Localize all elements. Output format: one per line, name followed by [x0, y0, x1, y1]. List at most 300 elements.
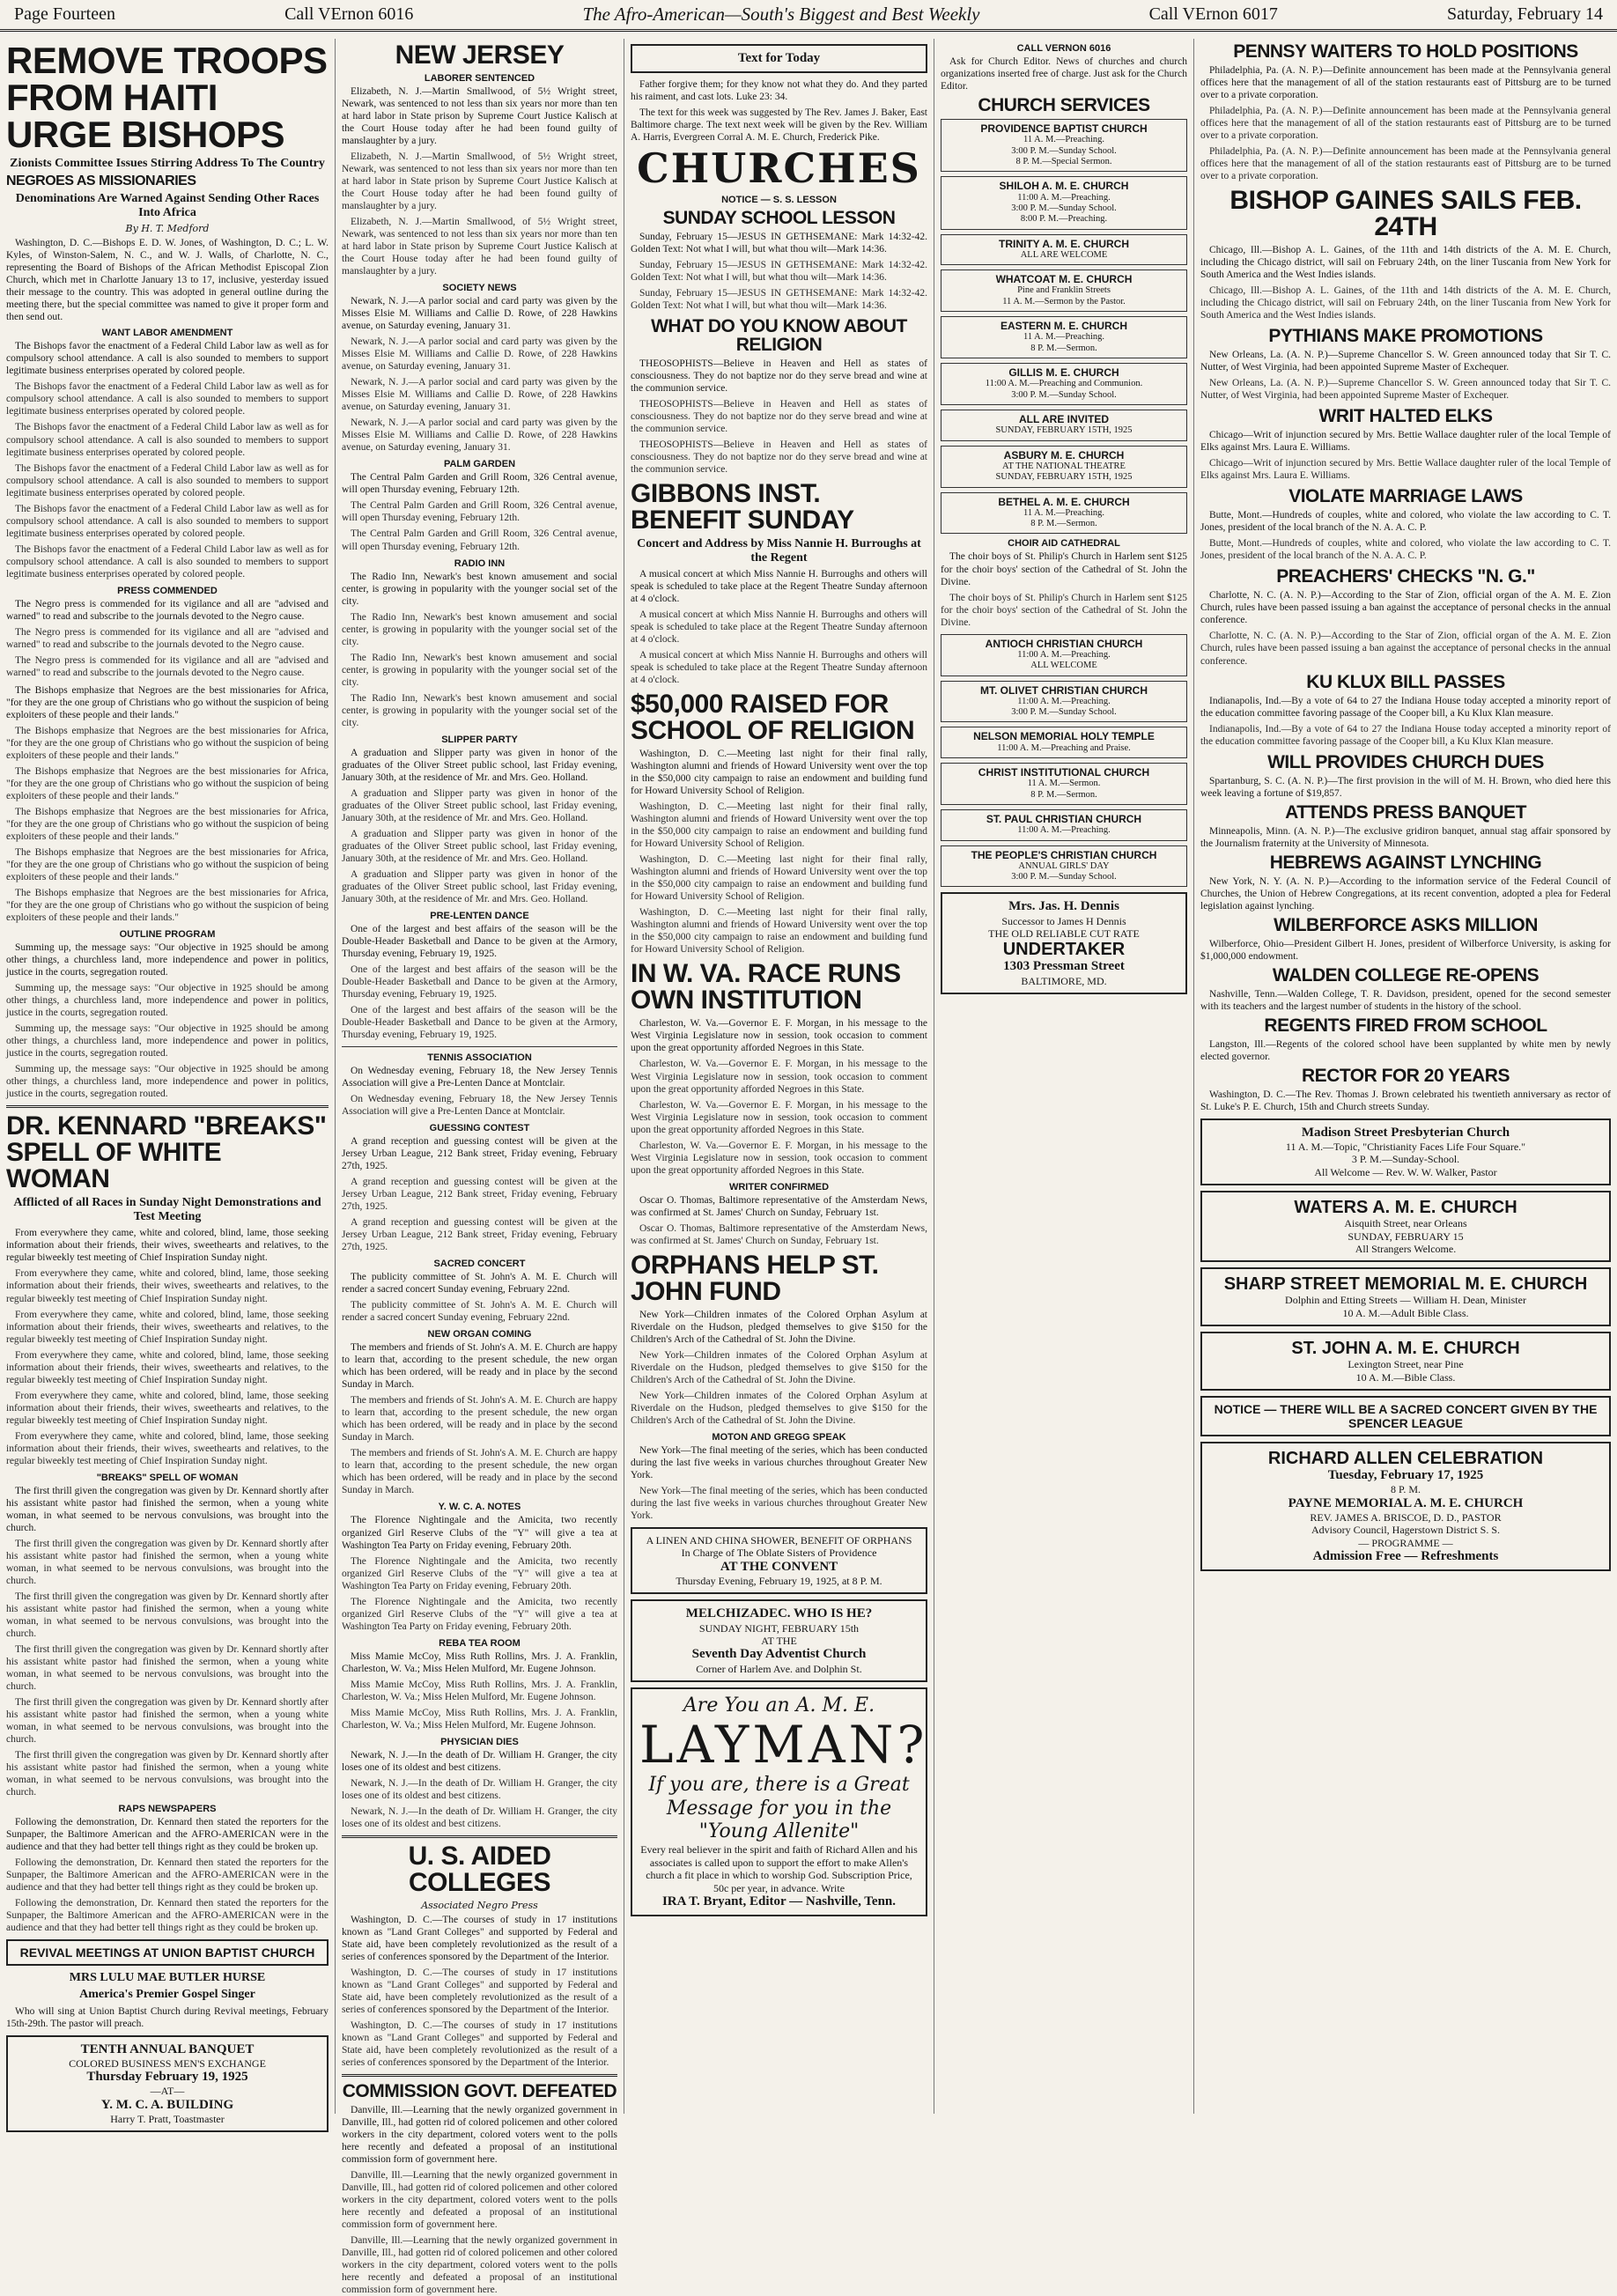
section-heading: CALL VERNON 6016 [1016, 43, 1111, 54]
article-text: The first thrill given the congregation was given by Dr. Kennard shortly after his assistant white pastor had finished the sermon, when a young white woman, in what seemed to be nervous convulsions, was brought into the church. [6, 1538, 329, 1586]
article-body [1200, 244, 1611, 321]
ad-line: TENTH ANNUAL BANQUET [80, 2041, 255, 2056]
issue-date: Saturday, February 14 [1446, 4, 1603, 24]
article-text: Sunday, February 15—JESUS IN GETHSEMANE: Mark 14:32-42. Golden Text: Not what I will, but what thou wilt—Mark 14:36. [631, 231, 927, 255]
article-text: The Bishops emphasize that Negroes are the best missionaries for Africa, "for they are the one group of Christians who go without the suspicion of being exploiters of these people and their lands." [6, 846, 329, 882]
section-heading: TENNIS ASSOCIATION [427, 1052, 532, 1064]
ad-line: PAYNE MEMORIAL A. M. E. CHURCH [1288, 1495, 1524, 1510]
article-text: Miss Mamie McCoy, Miss Ruth Rollins, Mrs. J. A. Franklin, Charleston, W. Va.; Miss Helen Mulford, Mr. Eugene Johnson. [342, 1679, 617, 1702]
church-name: PROVIDENCE BAPTIST CHURCH [980, 122, 1148, 136]
section-heading: RADIO INN [454, 557, 506, 569]
article-body [631, 1444, 927, 1522]
article-text: Washington, D. C.—Meeting last night for their final rally, Washington alumni and friends of Howard University went over the top in the $50,000 city campaign to raise an endowment and building fund for Howard University School of Religion. [631, 801, 927, 850]
advertisement-box [631, 1527, 927, 1594]
ad-line: A LINEN AND CHINA SHOWER, BENEFIT OF ORPHANS [646, 1533, 912, 1547]
article-body [342, 1650, 617, 1731]
church-listing [941, 634, 1187, 676]
article-text: Charlotte, N. C. (A. N. P.)—According to the Star of Zion, official organ of the A. M. E. Zion Church, rules have been passed issuing a ban against the acceptance of personal checks in the annual conference. [1200, 631, 1611, 667]
service-line: Pine and Franklin Streets [1017, 285, 1111, 296]
headline: RECTOR FOR 20 YEARS [1302, 1065, 1510, 1086]
subheadline: Afflicted of all Races in Sunday Night Demonstrations and Test Meeting [13, 1196, 321, 1224]
headline: ORPHANS HELP ST. JOHN FUND [631, 1250, 879, 1306]
service-line: ANNUAL GIRLS' DAY [1018, 860, 1110, 871]
service-line: 8 P. M.—Sermon. [1030, 343, 1097, 353]
article-text: The first thrill given the congregation was given by Dr. Kennard shortly after his assistant white pastor had finished the sermon, when a young white woman, in what seemed to be nervous convulsions, was brought into the church. [6, 1696, 329, 1745]
column-4 [934, 39, 1193, 2114]
page-number: Page Fourteen [14, 4, 115, 24]
church-name: ASBURY M. E. CHURCH [1003, 448, 1125, 461]
ad-line: AT THE [761, 1634, 797, 1647]
column-2 [335, 39, 624, 2296]
article-text: Butte, Mont.—Hundreds of couples, white and colored, who violate the law according to C. T. Jones, president of the local branch of the N. A. A. C. P. [1200, 510, 1611, 534]
article-body [342, 1914, 617, 2069]
ad-line: Mrs. Jas. H. Dennis [1008, 899, 1119, 914]
article-text: The Central Palm Garden and Grill Room, 326 Central avenue, will open Thursday evening, February 12th. [342, 500, 617, 524]
article-text: Minneapolis, Minn. (A. N. P.)—The exclusive gridiron banquet, annual stag affair sponsored by the Journalism fraternity at the University of Minnesota. [1200, 825, 1611, 849]
ad-line: Madison Street Presbyterian Church [1301, 1125, 1510, 1140]
headline: PREACHERS' CHECKS "N. G." [1276, 566, 1535, 587]
subheadline: Zionists Committee Issues Stirring Address To The Country [10, 157, 325, 170]
article-text: The Negro press is commended for its vigilance and all are "advised and warned" to read and subscribe to the journals devoted to the Negro cause. [6, 654, 329, 678]
article-text: Washington, D. C.—The courses of study in 17 institutions known as "Land Grant Colleges" and supported by Federal and State aid, have been completely revolutionized as the result of a series of conferences sponsored by the Department of the Interior. [342, 1914, 617, 1962]
article-text: Danville, Ill.—Learning that the newly organized government in Danville, Ill., had gotten rid of colored policemen and other colored workers in the city department, colored voters went to the polls here recently and defeated a proposal of an institutional commission form of government here. [342, 2170, 617, 2231]
church-listing [941, 446, 1187, 488]
article-text: From everywhere they came, white and colored, blind, lame, those seeking information about their friends, their wives, sweethearts and relatives, to the regular biweekly test meeting of Chief Inspiration Sunday night. [6, 1228, 329, 1264]
article-text: Langston, Ill.—Regents of the colored school have been supplanted by white men by newly elected governor. [1200, 1038, 1611, 1062]
advertisement-box [1200, 1332, 1611, 1391]
article-text: Charleston, W. Va.—Governor E. F. Morgan, in his message to the West Virginia Legislature now in session, took occasion to comment upon the great opportunity afforded Negroes in this State. [631, 1059, 927, 1095]
headline: VIOLATE MARRIAGE LAWS [1288, 486, 1523, 507]
article-body [342, 85, 617, 277]
ad-line: WATERS A. M. E. CHURCH [1294, 1198, 1517, 1218]
article-text: The first thrill given the congregation was given by Dr. Kennard shortly after his assistant white pastor had finished the sermon, when a young white woman, in what seemed to be nervous convulsions, was brought into the church. [6, 1750, 329, 1798]
church-name: CHRIST INSTITUTIONAL CHURCH [978, 766, 1150, 779]
article-text: Ask for Church Editor. News of churches and church organizations inserted free of charge. Just ask for the Church Editor. [941, 56, 1187, 92]
phone-right: Call VErnon 6017 [1148, 4, 1278, 24]
ad-line: 3 P. M.—Sunday-School. [1351, 1153, 1460, 1166]
church-name: THE PEOPLE'S CHRISTIAN CHURCH [971, 848, 1157, 861]
article-text: The Florence Nightingale and the Amicita, two recently organized Girl Reserve Clubs of the "Y" will give a tea at Washington Tea Party on Friday evening, February 20th. [342, 1555, 617, 1591]
article-text: Sunday, February 15—JESUS IN GETHSEMANE: Mark 14:32-42. Golden Text: Not what I will, but what thou wilt—Mark 14:36. [631, 287, 927, 311]
service-line: 11 A. M.—Sermon by the Pastor. [1002, 296, 1126, 306]
article-body [6, 340, 329, 580]
article-text: Summing up, the message says: "Our objective in 1925 should be among other things, a churchless land, more independence and power in politics, justice in the courts, segregation routed. [6, 1023, 329, 1059]
article-text: The choir boys of St. Philip's Church in Harlem sent $125 for the choir boys' section of the Cathedral of St. John the Divine. [941, 592, 1187, 628]
article-text: Washington, D. C.—The courses of study in 17 institutions known as "Land Grant Colleges" and supported by Federal and State aid, have been completely revolutionized as the result of a series of conferences sponsored by the Department of the Interior. [342, 1967, 617, 2015]
article-text: From everywhere they came, white and colored, blind, lame, those seeking information about their friends, their wives, sweethearts and relatives, to the regular biweekly test meeting of Chief Inspiration Sunday night. [6, 1430, 329, 1466]
article-body [1200, 695, 1611, 748]
article-body [6, 598, 329, 679]
advertisement-box [631, 44, 927, 73]
section-heading: NEW ORGAN COMING [427, 1329, 532, 1340]
church-name: ST. PAUL CHRISTIAN CHURCH [986, 812, 1142, 825]
service-line: 8 P. M.—Special Sermon. [1015, 156, 1112, 166]
article-text: Philadelphia, Pa. (A. N. P.)—Definite announcement has been made at the Pennsylvania general offices here that the management of all of the station restaurants east of Pittsburg are to be turned over to a private corporation. [1200, 65, 1611, 101]
article-text: A musical concert at which Miss Nannie H. Burroughs and others will speak is scheduled to take place at the Regent Theatre Sunday afternoon at 4 o'clock. [631, 609, 927, 646]
section-heading: WRITER CONFIRMED [728, 1181, 830, 1192]
church-listing [941, 410, 1187, 441]
section-heading: SLIPPER PARTY [441, 734, 518, 745]
article-body [631, 231, 927, 312]
article-text: The Bishops emphasize that Negroes are the best missionaries for Africa, "for they are the one group of Christians who go without the suspicion of being exploiters of these people and their lands." [6, 806, 329, 842]
service-line: 11 A. M.—Sermon. [1027, 779, 1101, 789]
article-text: The Negro press is commended for its vigilance and all are "advised and warned" to read and subscribe to the journals devoted to the Negro cause. [6, 598, 329, 622]
column-5 [1193, 39, 1617, 2114]
article-body [342, 1341, 617, 1496]
section-heading: MOTON AND GREGG SPEAK [712, 1431, 846, 1443]
advertisement-box [1200, 1442, 1611, 1571]
article-text: Charleston, W. Va.—Governor E. F. Morgan, in his message to the West Virginia Legislature now in session, took occasion to comment upon the great opportunity afforded Negroes in this State. [631, 1018, 927, 1054]
headline: CHURCH SERVICES [978, 95, 1150, 116]
ad-line: SUNDAY NIGHT, FEBRUARY 15th [698, 1621, 860, 1635]
article-body [1200, 589, 1611, 667]
article-text: The Bishops emphasize that Negroes are the best missionaries for Africa, "for they are the one group of Christians who go without the suspicion of being exploiters of these people and their lands." [6, 888, 329, 924]
subheadline: America's Premier Gospel Singer [79, 1988, 255, 2002]
service-line: 11:00 A. M.—Preaching and Praise. [997, 742, 1131, 753]
article-text: New York—The final meeting of the series, which has been conducted during the last five weeks in various churches throughout Greater New York. [631, 1444, 927, 1480]
article-text: The first thrill given the congregation was given by Dr. Kennard shortly after his assistant white pastor had finished the sermon, when a young white woman, in what seemed to be nervous convulsions, was brought into the church. [6, 1485, 329, 1533]
advertisement-box [6, 2035, 329, 2133]
article-text: On Wednesday evening, February 18, the New Jersey Tennis Association will give a Pre-Lenten Dance at Montclair. [342, 1066, 617, 1089]
article-text: The members and friends of St. John's A. M. E. Church are happy to learn that, according to the present schedule, the new organ which has been ordered, will be ready and in place by the second Sunday in March. [342, 1395, 617, 1443]
headline: U. S. AIDED COLLEGES [408, 1841, 551, 1897]
article-text: Miss Mamie McCoy, Miss Ruth Rollins, Mrs. J. A. Franklin, Charleston, W. Va.; Miss Helen Mulford, Mr. Eugene Johnson. [342, 1707, 617, 1731]
article-body [941, 550, 1187, 628]
service-line: 11 A. M.—Preaching. [1023, 507, 1105, 518]
article-text: One of the largest and best affairs of the season will be the Double-Header Basketball and Dance to be given at the Armory, Thursday evening, February 19, 1925. [342, 963, 617, 1000]
advertisement-box [941, 892, 1187, 994]
service-line: 8 P. M.—Sermon. [1030, 789, 1097, 800]
article-text: The first thrill given the congregation was given by Dr. Kennard shortly after his assistant white pastor had finished the sermon, when a young white woman, in what seemed to be nervous convulsions, was brought into the church. [6, 1643, 329, 1692]
service-line: 11:00 A. M.—Preaching. [1017, 825, 1111, 836]
advertisement-box [1200, 1267, 1611, 1326]
article-text: The members and friends of St. John's A. M. E. Church are happy to learn that, according to the present schedule, the new organ which has been ordered, will be ready and in place by the second Sunday in March. [342, 1342, 617, 1391]
section-banner: CHURCHES [637, 144, 921, 193]
article-text: A grand reception and guessing contest will be given at the Jersey Urban League, 212 Bank street, Friday evening, February 27th, 1925. [342, 1177, 617, 1213]
article-body [631, 1194, 927, 1247]
ad-line: If you are, there is a Great Message for you in the [648, 1774, 910, 1820]
ad-line: AT THE CONVENT [720, 1559, 838, 1574]
article-text: Chicago—Writ of injunction secured by Mrs. Bettie Wallace daughter ruler of the local Temple of Elks against Mrs. Laura E. Williams. [1200, 430, 1611, 454]
ad-line: 10 A. M.—Adult Bible Class. [1342, 1306, 1469, 1319]
ad-line: In Charge of The Oblate Sisters of Providence [681, 1547, 877, 1560]
article-body [1200, 429, 1611, 482]
headline: HEBREWS AGAINST LYNCHING [1269, 852, 1542, 873]
article-text: Washington, D. C.—Meeting last night for their final rally, Washington alumni and friends of Howard University went over the top in the $50,000 city campaign to raise an endowment and building fund for Howard University School of Religion. [631, 749, 927, 797]
article-body [342, 295, 617, 454]
article-text: New York—Children inmates of the Colored Orphan Asylum at Riverdale on the Hudson, pledged themselves to give $150 for the Children's Arch of the Cathedral of St. John the Divine. [631, 1349, 927, 1385]
article-text: Newark, N. J.—In the death of Dr. William H. Granger, the city loses one of its oldest and best citizens. [342, 1805, 617, 1829]
byline: Associated Negro Press [421, 1899, 538, 1911]
article-text: Elizabeth, N. J.—Martin Smallwood, of 5½ Wright street, Newark, was sentenced to not less than six years nor more than ten at hard labor in State prison by Supreme Court Justice Kalisch at the Court House today after he had been found guilty of manslaughter by a jury. [342, 86, 617, 147]
article-body [342, 747, 617, 905]
service-line: 8 P. M.—Sermon. [1030, 519, 1097, 529]
service-line: 11:00 A. M.—Preaching. [1017, 192, 1111, 203]
section-heading: OUTLINE PROGRAM [119, 929, 216, 941]
article-text: Following the demonstration, Dr. Kennard then stated the reporters for the Sunpaper, the Baltimore American and the AFRO-AMERICAN were in the audience and that they had better tell things right as they could be broken up. [6, 1817, 329, 1853]
headline: REMOVE TROOPS FROM HAITI URGE BISHOPS [6, 40, 328, 155]
column-rule [342, 1835, 617, 1838]
article-text: The choir boys of St. Philip's Church in Harlem sent $125 for the choir boys' section of the Cathedral of St. John the Divine. [941, 551, 1187, 587]
article-text: The Florence Nightingale and the Amicita, two recently organized Girl Reserve Clubs of the "Y" will give a tea at Washington Tea Party on Friday evening, February 20th. [342, 1515, 617, 1551]
section-heading: PALM GARDEN [443, 459, 516, 470]
article-text: A musical concert at which Miss Nannie H. Burroughs and others will speak is scheduled to take place at the Regent Theatre Sunday afternoon at 4 o'clock. [631, 650, 927, 686]
article-text: THEOSOPHISTS—Believe in Heaven and Hell as states of consciousness. They do not baptize nor do they serve bread and wine at the communion service. [631, 439, 927, 475]
ad-line: Harry T. Pratt, Toastmaster [110, 2113, 225, 2126]
article-body [342, 1514, 617, 1632]
ad-line: Admission Free — Refreshments [1312, 1549, 1499, 1564]
advertisement-box [631, 1599, 927, 1682]
ad-line: ST. JOHN A. M. E. CHURCH [1291, 1339, 1520, 1359]
headline: WHAT DO YOU KNOW ABOUT RELIGION [651, 315, 907, 355]
ad-line: Thursday February 19, 1925 [86, 2070, 248, 2085]
article-text: One of the largest and best affairs of the season will be the Double-Header Basketball and Dance to be given at the Armory, Thursday evening, February 19, 1925. [342, 923, 617, 959]
service-line: ALL ARE WELCOME [1020, 249, 1108, 260]
church-listing [941, 316, 1187, 358]
article-text: A musical concert at which Miss Nannie H. Burroughs and others will speak is scheduled to take place at the Regent Theatre Sunday afternoon at 4 o'clock. [631, 569, 927, 605]
article-text: A graduation and Slipper party was given in honor of the graduates of the Oliver Street public school, last Friday evening, January 30th, at the residence of Mr. and Mrs. Geo. Holland. [342, 868, 617, 904]
boxed-notice: NOTICE — THERE WILL BE A SACRED CONCERT GIVEN BY THE SPENCER LEAGUE [1200, 1396, 1611, 1436]
ad-line: UNDERTAKER [1002, 940, 1126, 960]
ad-line: 1303 Pressman Street [1003, 959, 1125, 974]
article-text: Newark, N. J.—In the death of Dr. William H. Granger, the city loses one of its oldest and best citizens. [342, 1777, 617, 1801]
article-text: Father forgive them; for they know not what they do. And they parted his raiment, and cast lots. Luke 23: 34. [631, 79, 927, 103]
article-text: Following the demonstration, Dr. Kennard then stated the reporters for the Sunpaper, the Baltimore American and the AFRO-AMERICAN were in the audience and that they had better tell things right as they could be broken up. [6, 1857, 329, 1894]
article-text: Washington, D. C.—Meeting last night for their final rally, Washington alumni and friends of Howard University went over the top in the $50,000 city campaign to raise an endowment and building fund for Howard University School of Religion. [631, 907, 927, 956]
headline: NEW JERSEY [395, 41, 565, 70]
headline: WILL PROVIDES CHURCH DUES [1267, 751, 1544, 772]
article-text: The Bishops favor the enactment of a Federal Child Labor law as well as for compulsory school attendance. A call is also sounded to members to support legitimate business enterprises operated by colored people. [6, 341, 329, 377]
church-listing [941, 363, 1187, 405]
service-line: 11:00 A. M.—Preaching. [1017, 696, 1111, 706]
article-text: New York—The final meeting of the series, which has been conducted during the last five weeks in various churches throughout Greater New York. [631, 1485, 927, 1521]
article-text: Danville, Ill.—Learning that the newly organized government in Danville, Ill., had gotten rid of colored policemen and other colored workers in the city department, colored voters went to the polls here recently and defeated a proposal of an institutional commission form of government here. [342, 2235, 617, 2296]
church-listing [941, 269, 1187, 312]
article-text: On Wednesday evening, February 18, the New Jersey Tennis Association will give a Pre-Lenten Dance at Montclair. [342, 1094, 617, 1118]
service-line: ALL WELCOME [1030, 661, 1097, 671]
article-body [6, 1485, 329, 1798]
article-text: The first thrill given the congregation was given by Dr. Kennard shortly after his assistant white pastor had finished the sermon, when a young white woman, in what seemed to be nervous convulsions, was brought into the church. [6, 1591, 329, 1639]
article-text: The Bishops favor the enactment of a Federal Child Labor law as well as for compulsory school attendance. A call is also sounded to members to support legitimate business enterprises operated by colored people. [6, 422, 329, 458]
section-heading: PHYSICIAN DIES [440, 1736, 519, 1747]
headline: DR. KENNARD "BREAKS" SPELL OF WHITE WOMAN [6, 1111, 327, 1194]
church-listing [941, 845, 1187, 888]
section-heading: RAPS NEWSPAPERS [118, 1804, 217, 1815]
article-text: From everywhere they came, white and colored, blind, lame, those seeking information about their friends, their wives, sweethearts and relatives, to the regular biweekly test meeting of Chief Inspiration Sunday night. [6, 1349, 329, 1385]
headline: $50,000 RAISED FOR SCHOOL OF RELIGION [631, 690, 915, 746]
article-text: Elizabeth, N. J.—Martin Smallwood, of 5½ Wright street, Newark, was sentenced to not less than six years nor more than ten at hard labor in State prison by Supreme Court Justice Kalisch at the Court House today after he had been found guilty of manslaughter by a jury. [342, 217, 617, 277]
ad-line: IRA T. Bryant, Editor — Nashville, Tenn. [661, 1894, 897, 1908]
column-rule [342, 2074, 617, 2077]
article-text: Indianapolis, Ind.—By a vote of 64 to 27 the Indiana House today accepted a minority report of the education committee favoring passage of the Cooper bill, a Ku Klux Klan measure. [1200, 695, 1611, 719]
ad-line: Thursday Evening, February 19, 1925, at 8 P. M. [676, 1574, 882, 1587]
service-line: 3:00 P. M.—Sunday School. [1011, 145, 1117, 156]
service-line: 3:00 P. M.—Sunday School. [1011, 872, 1117, 882]
article-text: Washington, D. C.—Bishops E. D. W. Jones, of Washington, D. C.; L. W. Kyles, of Winston-Salem, N. C., and W. J. Walls, of Charlotte, N. C., representing the Board of Bishops of the African Methodist Episcopal Zion Church, which met in Charlotte January 13 to 17, inclusive, yesterday issued their message to the country. This was adopted in general outline during the meeting there, but the special committee was named to give it proper form and then send out. [6, 238, 329, 323]
ad-line: 8 P. M. [1390, 1483, 1421, 1496]
article-text: Who will sing at Union Baptist Church during Revival meetings, February 15th-29th. The pastor will preach. [6, 2005, 329, 2029]
article-text: Summing up, the message says: "Our objective in 1925 should be among other things, a churchless land, more independence and power in politics, justice in the courts, segregation routed. [6, 983, 329, 1019]
section-heading: SOCIETY NEWS [442, 283, 517, 294]
article-text: Newark, N. J.—In the death of Dr. William H. Granger, the city loses one of its oldest and best citizens. [342, 1749, 617, 1773]
headline: WALDEN COLLEGE RE-OPENS [1272, 964, 1539, 986]
article-body [6, 684, 329, 924]
article-text: The members and friends of St. John's A. M. E. Church are happy to learn that, according to the present schedule, the new organ which has been ordered, will be ready and in place by the second Sunday in March. [342, 1448, 617, 1496]
church-listing [941, 176, 1187, 229]
boxed-notice: REVIVAL MEETINGS AT UNION BAPTIST CHURCH [6, 1939, 329, 1966]
section-heading: PRE-LENTEN DANCE [430, 910, 529, 921]
article-text: The Florence Nightingale and the Amicita, two recently organized Girl Reserve Clubs of the "Y" will give a tea at Washington Tea Party on Friday evening, February 20th. [342, 1596, 617, 1632]
ad-line: All Strangers Welcome. [1355, 1243, 1457, 1256]
article-body [342, 1135, 617, 1253]
headline: WILBERFORCE ASKS MILLION [1274, 914, 1538, 935]
article-text: Spartanburg, S. C. (A. N. P.)—The first provision in the will of M. H. Brown, who died here this week leaving a fortune of $19,857. [1200, 775, 1611, 799]
church-listing [941, 234, 1187, 266]
article-text: Danville, Ill.—Learning that the newly organized government in Danville, Ill., had gotten rid of colored policemen and other colored workers in the city department, colored voters went to the polls here recently and defeated a proposal of an institutional commission form of government here. [342, 2105, 617, 2166]
article-text: THEOSOPHISTS—Believe in Heaven and Hell as states of consciousness. They do not baptize nor do they serve bread and wine at the communion service. [631, 358, 927, 394]
article-text: Charlotte, N. C. (A. N. P.)—According to the Star of Zion, official organ of the A. M. E. Zion Church, rules have been passed issuing a ban against the acceptance of personal checks in the annual conference. [1200, 590, 1611, 626]
service-line: 3:00 P. M.—Sunday School. [1011, 389, 1117, 400]
ad-line: "Young Allenite" [698, 1820, 860, 1842]
advertisement-box [1200, 1118, 1611, 1185]
headline: IN W. VA. RACE RUNS OWN INSTITUTION [631, 959, 901, 1015]
article-text: Wilberforce, Ohio—President Gilbert H. Jones, president of Wilberforce University, is asking for $1,000,000 endowment. [1200, 938, 1611, 962]
section-heading: SACRED CONCERT [433, 1259, 526, 1270]
article-text: New York—Children inmates of the Colored Orphan Asylum at Riverdale on the Hudson, pledged themselves to give $150 for the Children's Arch of the Cathedral of St. John the Divine. [631, 1309, 927, 1345]
article-text: The Bishops favor the enactment of a Federal Child Labor law as well as for compulsory school attendance. A call is also sounded to members to support legitimate business enterprises operated by colored people. [6, 543, 329, 580]
article-body [342, 1065, 617, 1118]
ad-line: Seventh Day Adventist Church [691, 1647, 867, 1662]
article-text: From everywhere they came, white and colored, blind, lame, those seeking information about their friends, their wives, sweethearts and relatives, to the regular biweekly test meeting of Chief Inspiration Sunday night. [6, 1268, 329, 1304]
article-body [6, 1816, 329, 1934]
church-name: ALL ARE INVITED [1018, 413, 1109, 426]
ad-line: 10 A. M.—Bible Class. [1355, 1370, 1456, 1384]
service-line: 11:00 A. M.—Preaching. [1017, 649, 1111, 660]
article-body [1200, 349, 1611, 402]
ad-line: Aisquith Street, near Orleans [1344, 1217, 1467, 1230]
ad-line: Corner of Harlem Ave. and Dolphin St. [696, 1662, 862, 1675]
church-name: MT. OLIVET CHRISTIAN CHURCH [980, 683, 1148, 697]
article-text: From everywhere they came, white and colored, blind, lame, those seeking information about their friends, their wives, sweethearts and relatives, to the regular biweekly test meeting of Chief Inspiration Sunday night. [6, 1309, 329, 1345]
article-text: The Bishops favor the enactment of a Federal Child Labor law as well as for compulsory school attendance. A call is also sounded to members to support legitimate business enterprises operated by colored people. [6, 381, 329, 417]
section-heading: PRESS COMMENDED [117, 585, 218, 596]
ad-line: All Welcome — Rev. W. W. Walker, Pastor [1314, 1165, 1497, 1178]
headline: PYTHIANS MAKE PROMOTIONS [1268, 326, 1543, 347]
section-heading: Y. W. C. A. NOTES [438, 1502, 521, 1513]
ad-line: MELCHIZADEC. WHO IS HE? [685, 1606, 873, 1621]
section-heading: WANT LABOR AMENDMENT [101, 328, 233, 339]
article-text: Newark, N. J.—A parlor social and card party was given by the Misses Elsie M. Williams and Callie D. Rowe, of 228 Hawkins avenue, on Saturday evening, January 31. [342, 296, 617, 332]
article-text: Sunday, February 15—JESUS IN GETHSEMANE: Mark 14:32-42. Golden Text: Not what I will, but what thou wilt—Mark 14:36. [631, 259, 927, 283]
article-text: Summing up, the message says: "Our objective in 1925 should be among other things, a churchless land, more independence and power in politics, justice in the courts, segregation routed. [6, 1064, 329, 1100]
ad-line: Successor to James H Dennis [1001, 914, 1126, 927]
article-body [1200, 509, 1611, 562]
article-text: The Radio Inn, Newark's best known amusement and social center, is growing in popularity with the younger social set of the city. [342, 652, 617, 688]
service-line: 11 A. M.—Preaching. [1023, 135, 1105, 145]
ad-line: — PROGRAMME — [1358, 1536, 1453, 1549]
ad-line: LAYMAN? [639, 1715, 928, 1776]
service-line: 11:00 A. M.—Preaching and Communion. [985, 379, 1143, 389]
article-text: Miss Mamie McCoy, Miss Ruth Rollins, Mrs. J. A. Franklin, Charleston, W. Va.; Miss Helen Mulford, Mr. Eugene Johnson. [342, 1650, 617, 1674]
ad-line: 11 A. M.—Topic, "Christianity Faces Life Four Square." [1285, 1141, 1526, 1154]
article-text: Philadelphia, Pa. (A. N. P.)—Definite announcement has been made at the Pennsylvania general offices here that the management of all of the station restaurants east of Pittsburg are to be turned over to a private corporation. [1200, 146, 1611, 182]
church-listing [941, 681, 1187, 723]
article-text: The Bishops favor the enactment of a Federal Child Labor law as well as for compulsory school attendance. A call is also sounded to members to support legitimate business enterprises operated by colored people. [6, 503, 329, 539]
article-body [342, 2104, 617, 2296]
section-heading: NOTICE — S. S. LESSON [721, 194, 837, 205]
ad-line: Y. M. C. A. BUILDING [100, 2097, 234, 2112]
article-text: Charleston, W. Va.—Governor E. F. Morgan, in his message to the West Virginia Legislature now in session, took occasion to comment upon the great opportunity afforded Negroes in this State. [631, 1099, 927, 1135]
advertisement-box [1200, 1191, 1611, 1262]
article-text: From everywhere they came, white and colored, blind, lame, those seeking information about their friends, their wives, sweethearts and relatives, to the regular biweekly test meeting of Chief Inspiration Sunday night. [6, 1390, 329, 1426]
headline: WRIT HALTED ELKS [1318, 406, 1493, 427]
article-text: The Radio Inn, Newark's best known amusement and social center, is growing in popularity with the younger social set of the city. [342, 692, 617, 728]
service-line: SUNDAY, FEBRUARY 15TH, 1925 [995, 472, 1133, 483]
service-line: 3:00 P. M.—Sunday School. [1011, 203, 1117, 213]
article-text: Chicago, Ill.—Bishop A. L. Gaines, of the 11th and 14th districts of the A. M. E. Church, including the Chicago district, will sail on February 24th, on the liner Tuscania from New York for South America and the West Indies islands. [1200, 245, 1611, 281]
article-text: The Radio Inn, Newark's best known amusement and social center, is growing in popularity with the younger social set of the city. [342, 571, 617, 607]
article-body [631, 358, 927, 476]
article-text: The publicity committee of St. John's A. M. E. Church will render a sacred concert Sunday evening, February 22nd. [342, 1300, 617, 1324]
section-heading: LABORER SENTENCED [424, 73, 535, 84]
article-text: A graduation and Slipper party was given in honor of the graduates of the Oliver Street public school, last Friday evening, January 30th, at the residence of Mr. and Mrs. Geo. Holland. [342, 787, 617, 823]
article-text: New York, N. Y. (A. N. P.)—According to the information service of the Federal Council of Churches, the Union of Hebrew Congregations, at its recent convention, adopted a plea for Federal legislation against lynching. [1200, 875, 1611, 912]
section-heading: GUESSING CONTEST [429, 1123, 530, 1134]
ad-line: Are You an A. M. E. [683, 1694, 875, 1717]
article-text: A grand reception and guessing contest will be given at the Jersey Urban League, 212 Bank street, Friday evening, February 27th, 1925. [342, 1136, 617, 1172]
headline: COMMISSION GOVT. DEFEATED [342, 2081, 617, 2101]
church-name: EASTERN M. E. CHURCH [1000, 320, 1127, 333]
article-body [342, 471, 617, 552]
article-text: THEOSOPHISTS—Believe in Heaven and Hell as states of consciousness. They do not baptize nor do they serve bread and wine at the communion service. [631, 398, 927, 434]
article-text: Chicago, Ill.—Bishop A. L. Gaines, of the 11th and 14th districts of the A. M. E. Church, including the Chicago district, will sail on February 24th, on the liner Tuscania from New York for South America and the West Indies islands. [1200, 285, 1611, 321]
church-listing [941, 727, 1187, 758]
column-rule [342, 1046, 617, 1047]
section-heading: REBA TEA ROOM [439, 1637, 521, 1649]
church-listing [941, 492, 1187, 535]
section-heading: CHOIR AID CATHEDRAL [1008, 538, 1120, 550]
church-name: BETHEL A. M. E. CHURCH [998, 495, 1130, 508]
article-body [342, 1749, 617, 1830]
article-text: The Central Palm Garden and Grill Room, 326 Central avenue, will open Thursday evening, February 12th. [342, 528, 617, 552]
church-name: GILLIS M. E. CHURCH [1008, 366, 1119, 380]
subheadline: Denominations Are Warned Against Sending Other Races Into Africa [15, 192, 320, 220]
subheadline: Concert and Address by Miss Nannie H. Burroughs at the Regent [637, 536, 921, 565]
article-text: New Orleans, La. (A. N. P.)—Supreme Chancellor S. W. Green announced today that Sir T. C. Nutter, of West Virginia, had been appointed Supreme Master of Exchequer. [1200, 378, 1611, 402]
article-text: The Central Palm Garden and Grill Room, 326 Central avenue, will open Thursday evening, February 12th. [342, 472, 617, 496]
article-body [6, 1227, 329, 1466]
article-text: Summing up, the message says: "Our objective in 1925 should be among other things, a churchless land, more independence and power in politics, justice in the courts, segregation routed. [6, 942, 329, 978]
column-3 [624, 39, 934, 2114]
newspaper-title: The Afro-American—South's Biggest and Best Weekly [582, 4, 980, 25]
service-line: 8:00 P. M.—Preaching. [1020, 214, 1108, 225]
service-line: 3:00 P. M.—Sunday School. [1011, 707, 1117, 718]
ad-line: Tuesday, February 17, 1925 [1327, 1468, 1484, 1483]
ad-line: Every real believer in the spirit and faith of Richard Allen and his associates is called upon to support the effort to make Allen's church a fit place in which to worship God. Subscription Price, 50c per year, in advance. Write [640, 1843, 918, 1894]
article-text: Chicago—Writ of injunction secured by Mrs. Bettie Wallace daughter ruler of the local Temple of Elks against Mrs. Laura E. Williams. [1200, 458, 1611, 482]
article-text: Washington, D. C.—The courses of study in 17 institutions known as "Land Grant Colleges" and supported by Federal and State aid, have been completely revolutionized as the result of a series of conferences sponsored by the Department of the Interior. [342, 2019, 617, 2068]
article-text: A graduation and Slipper party was given in honor of the graduates of the Oliver Street public school, last Friday evening, January 30th, at the residence of Mr. and Mrs. Geo. Holland. [342, 747, 617, 783]
headline: ATTENDS PRESS BANQUET [1285, 801, 1526, 823]
ad-line: Text for Today [737, 51, 821, 65]
article-text: The text for this week was suggested by The Rev. James J. Baker, East Baltimore charge. The text next week will be given by the Rev. William A. Harris, Evergreen Corral A. M. E. Church, Frederick Pike. [631, 107, 927, 144]
article-text: Charleston, W. Va.—Governor E. F. Morgan, in his message to the West Virginia Legislature now in session, took occasion to comment upon the great opportunity afforded Negroes in this State. [631, 1140, 927, 1176]
headline: SUNDAY SCHOOL LESSON [662, 207, 896, 228]
article-text: Philadelphia, Pa. (A. N. P.)—Definite announcement has been made at the Pennsylvania general offices here that the management of all of the station restaurants east of Pittsburg are to be turned over to a private corporation. [1200, 106, 1611, 142]
article-text: Indianapolis, Ind.—By a vote of 64 to 27 the Indiana House today accepted a minority report of the education committee favoring passage of the Cooper bill, a Ku Klux Klan measure. [1200, 723, 1611, 747]
article-body [1200, 64, 1611, 182]
ad-line: RICHARD ALLEN CELEBRATION [1267, 1449, 1544, 1469]
